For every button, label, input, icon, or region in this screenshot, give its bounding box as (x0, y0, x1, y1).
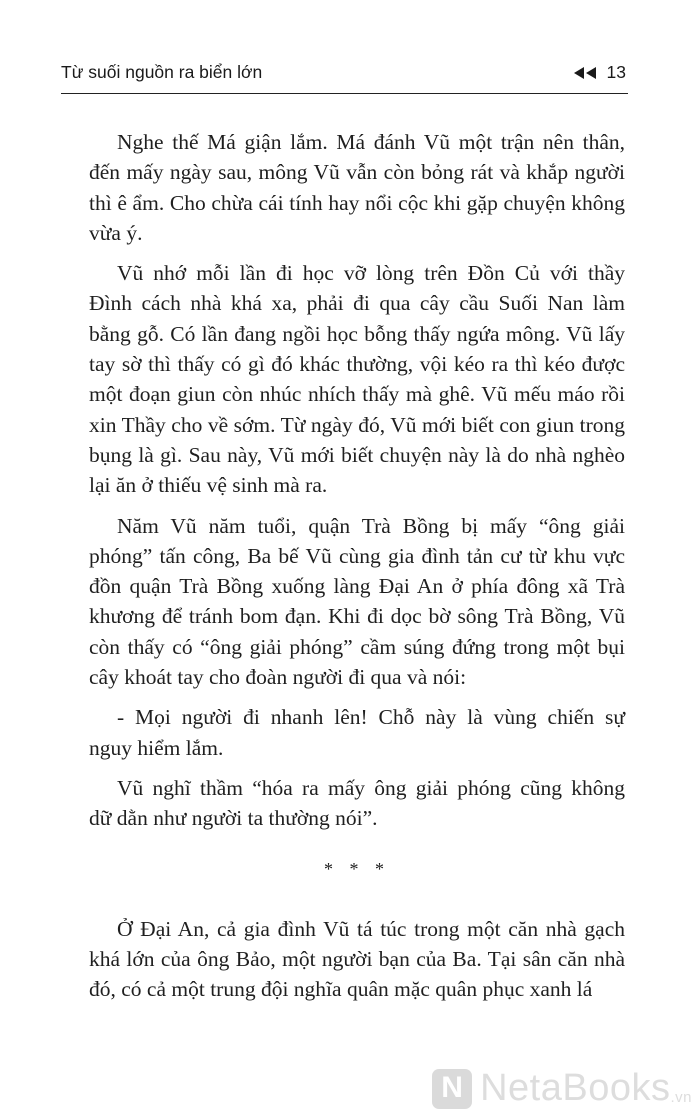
text-line: xin Thầy cho về sớm. Từ ngày đó, Vũ mới biết con giun trong (89, 412, 625, 437)
text-line: bụng là gì. Sau này, Vũ mới biết chuyện này là do nhà nghèo (89, 442, 625, 467)
text-line: vừa ý. (89, 220, 143, 245)
page-header (61, 57, 628, 94)
netabooks-watermark (432, 1067, 692, 1110)
text-line: thì ê ẩm. Cho chừa cái tính hay nổi cộc khi gặp chuyện không (89, 190, 625, 215)
text-line: bằng gỗ. Có lần đang ngồi học bỗng thấy ngứa mông. Vũ lấy (89, 321, 625, 346)
page-indicator (574, 62, 626, 83)
text-line: khá lớn của ông Bảo, một người bạn của Ba. Tại sân căn nhà (89, 947, 625, 972)
text-line: tay sờ thì thấy có gì đó khác thường, vội kéo ra thì kéo được (89, 352, 625, 377)
text-line: cây khoát tay cho đoàn người đi qua và nói: (89, 665, 467, 690)
paragraph (89, 127, 625, 248)
text-line: Đình cách nhà khá xa, phải đi qua cây cầu Suối Nan làm (89, 291, 625, 316)
paragraph (89, 702, 625, 763)
text-line: đến mấy ngày sau, mông Vũ vẫn còn bỏng rát và khắp người (89, 160, 625, 185)
page-number: 13 (606, 62, 626, 82)
body-text (89, 127, 625, 1015)
watermark-text: NetaBooks.vn (480, 1067, 692, 1109)
running-title: Từ suối nguồn ra biển lớn (61, 62, 263, 82)
text-line: đồn quận Trà Bồng xuống làng Đại An ở phía đông xã Trà (89, 574, 625, 599)
text-line: Ở Đại An, cả gia đình Vũ tá túc trong một căn nhà gạch (117, 916, 625, 941)
text-line: Năm Vũ năm tuổi, quận Trà Bồng bị mấy “ông giải (117, 513, 625, 538)
paragraph (89, 914, 625, 1005)
text-line: khương để tránh bom đạn. Khi đi dọc bờ sông Trà Bồng, Vũ (89, 604, 625, 629)
text-line: Vũ nghĩ thầm “hóa ra mấy ông giải phóng cũng không (117, 775, 625, 800)
text-line: dữ dằn như người ta thường nói”. (89, 806, 378, 831)
text-line: lại ăn ở thiếu vệ sinh mà ra. (89, 473, 328, 498)
double-left-arrow-icon (574, 67, 598, 79)
text-line: còn thấy có “ông giải phóng” cầm súng đứng trong một bụi (89, 634, 625, 659)
paragraph (89, 511, 625, 693)
paragraph (89, 773, 625, 834)
paragraph (89, 258, 625, 500)
text-line: Nghe thế Má giận lắm. Má đánh Vũ một trận nên thân, (117, 130, 625, 154)
section-separator: * * * (324, 858, 390, 879)
netabooks-logo-icon: N (432, 1069, 472, 1109)
text-line: nguy hiểm lắm. (89, 735, 224, 760)
text-line: phóng” tấn công, Ba bế Vũ cùng gia đình tản cư từ khu vực (89, 543, 625, 568)
text-line: - Mọi người đi nhanh lên! Chỗ này là vùng chiến sự (117, 705, 625, 730)
text-line: đó, có cả một trung đội nghĩa quân mặc quân phục xanh lá (89, 977, 593, 1002)
text-line: một đoạn giun còn nhúc nhích thấy mà ghê. Vũ mếu máo rồi (89, 382, 625, 407)
text-line: Vũ nhớ mỗi lần đi học vỡ lòng trên Đồn Củ với thầy (117, 261, 625, 286)
